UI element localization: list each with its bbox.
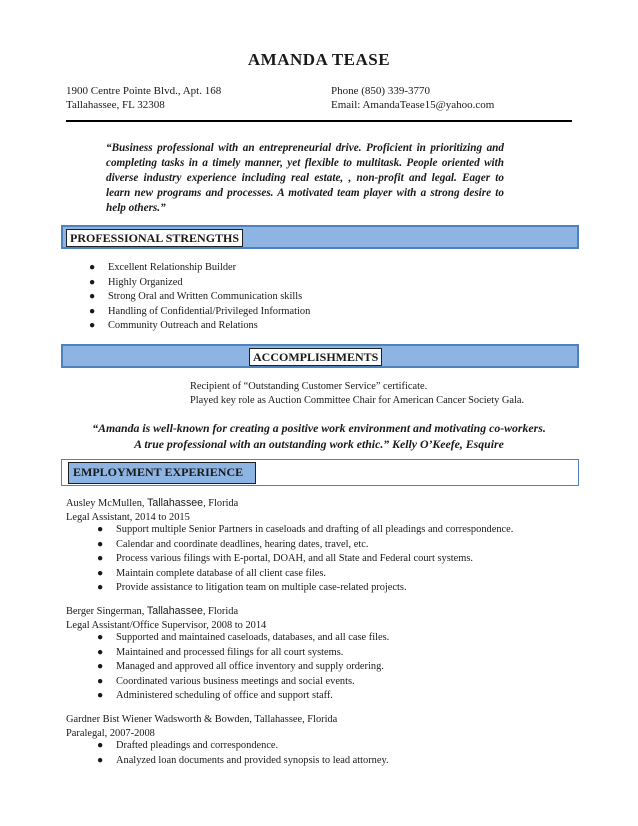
- list-item: ● Process various filings with E-portal, DOAH, and all State and Federal court systems.: [97, 552, 513, 567]
- list-item: ● Administered scheduling of office and support staff.: [97, 689, 389, 704]
- accomplishment-item: Played key role as Auction Committee Chair for American Cancer Society Gala.: [190, 394, 525, 406]
- address-line-1: 1900 Centre Pointe Blvd., Apt. 168: [66, 85, 222, 97]
- bullet-icon: ●: [97, 524, 104, 535]
- employer: Gardner Bist Wiener Wadsworth & Bowden, Tallahassee, Florida: [66, 714, 338, 725]
- testimonial-line-1: “Amanda is well-known for creating a positive work environment and motivating co-workers.: [92, 421, 546, 435]
- job-state: , Florida: [202, 606, 239, 617]
- accomplishments-list: [190, 380, 524, 407]
- bullet-icon: ●: [97, 553, 104, 564]
- bullet-icon: ●: [89, 262, 96, 273]
- list-item: ● Managed and approved all office inventory and supply ordering.: [97, 660, 389, 675]
- list-item: ● Strong Oral and Written Communication skills: [89, 290, 310, 305]
- employment-heading: EMPLOYMENT EXPERIENCE: [70, 464, 246, 480]
- bullet-icon: ●: [97, 632, 104, 643]
- job-title: Paralegal, 2007-2008: [66, 727, 155, 739]
- list-item: ● Drafted pleadings and correspondence.: [97, 739, 389, 754]
- list-item: ● Maintain complete database of all client case files.: [97, 567, 513, 582]
- strengths-heading: PROFESSIONAL STRENGTHS: [66, 229, 243, 247]
- list-item: ● Highly Organized: [89, 276, 310, 291]
- list-item: ● Handling of Confidential/Privileged Information: [89, 305, 310, 320]
- job-duties: [97, 739, 389, 768]
- accomplishment-item: Recipient of “Outstanding Customer Service” certificate.: [190, 381, 428, 392]
- employment-heading-bar: [68, 462, 256, 484]
- job-title: Legal Assistant, 2014 to 2015: [66, 511, 190, 523]
- job-header: [66, 713, 337, 740]
- summary-quote: “Business professional with an entrepreneurial drive. Proficient in prioritizing and completing tasks in a timely manner, yet flexible to multitask. People oriented with diverse industry experience including real estate, , non-profit and legal. Eager to learn new programs and processes. A motivated team player with a strong desire to help others.”: [106, 142, 504, 214]
- list-item: ● Community Outreach and Relations: [89, 319, 310, 334]
- employment-heading-frame: [61, 459, 579, 486]
- accomplishments-heading: ACCOMPLISHMENTS: [249, 348, 382, 366]
- job-duties: [97, 523, 513, 596]
- bullet-icon: ●: [97, 582, 104, 593]
- bullet-icon: ●: [89, 305, 96, 317]
- list-item: ● Excellent Relationship Builder: [89, 261, 310, 276]
- bullet-icon: ●: [89, 291, 96, 302]
- job-header: [66, 605, 266, 632]
- list-item: ● Maintained and processed filings for all court systems.: [97, 646, 389, 661]
- bullet-icon: ●: [97, 538, 104, 550]
- bullet-icon: ●: [97, 646, 104, 658]
- job-state: , Florida: [203, 498, 239, 509]
- bullet-icon: ●: [97, 740, 104, 751]
- list-item: ● Support multiple Senior Partners in caseloads and drafting of all pleadings and correspondence.: [97, 523, 513, 538]
- address-line-2: Tallahassee, FL 32308: [66, 99, 165, 111]
- testimonial-line-2: A true professional with an outstanding work ethic.” Kelly O’Keefe, Esquire: [134, 437, 504, 451]
- bullet-icon: ●: [97, 690, 104, 701]
- list-item: ● Provide assistance to litigation team on multiple case-related projects.: [97, 581, 513, 596]
- bullet-icon: ●: [97, 567, 104, 579]
- email: Email: AmandaTease15@yahoo.com: [331, 99, 495, 111]
- job-city: Tallahassee: [146, 605, 203, 617]
- testimonial-quote: [0, 420, 638, 452]
- bullet-icon: ●: [97, 661, 104, 672]
- bullet-icon: ●: [89, 320, 96, 331]
- job-duties: [97, 631, 389, 704]
- list-item: ● Calendar and coordinate deadlines, hearing dates, travel, etc.: [97, 538, 513, 553]
- resume-name: AMANDA TEASE: [247, 50, 391, 69]
- bullet-icon: ●: [89, 276, 96, 288]
- job-header: [66, 497, 238, 524]
- job-city: Tallahassee: [147, 497, 204, 509]
- list-item: ● Analyzed loan documents and provided synopsis to lead attorney.: [97, 754, 389, 769]
- job-title: Legal Assistant/Office Supervisor, 2008 to 2014: [66, 619, 267, 631]
- list-item: ● Supported and maintained caseloads, databases, and all case files.: [97, 631, 389, 646]
- phone: Phone (850) 339-3770: [331, 85, 430, 97]
- accomplishments-heading-bar: [61, 344, 579, 368]
- employer: Ausley McMullen,: [66, 498, 145, 509]
- header-divider: [66, 120, 572, 122]
- bullet-icon: ●: [97, 754, 104, 766]
- list-item: ● Coordinated various business meetings and social events.: [97, 675, 389, 690]
- bullet-icon: ●: [97, 675, 104, 687]
- contact-block: [331, 84, 494, 112]
- strengths-list: [89, 261, 310, 334]
- strengths-heading-bar: [61, 225, 579, 249]
- employer: Berger Singerman,: [66, 606, 145, 617]
- address-block: [66, 84, 221, 112]
